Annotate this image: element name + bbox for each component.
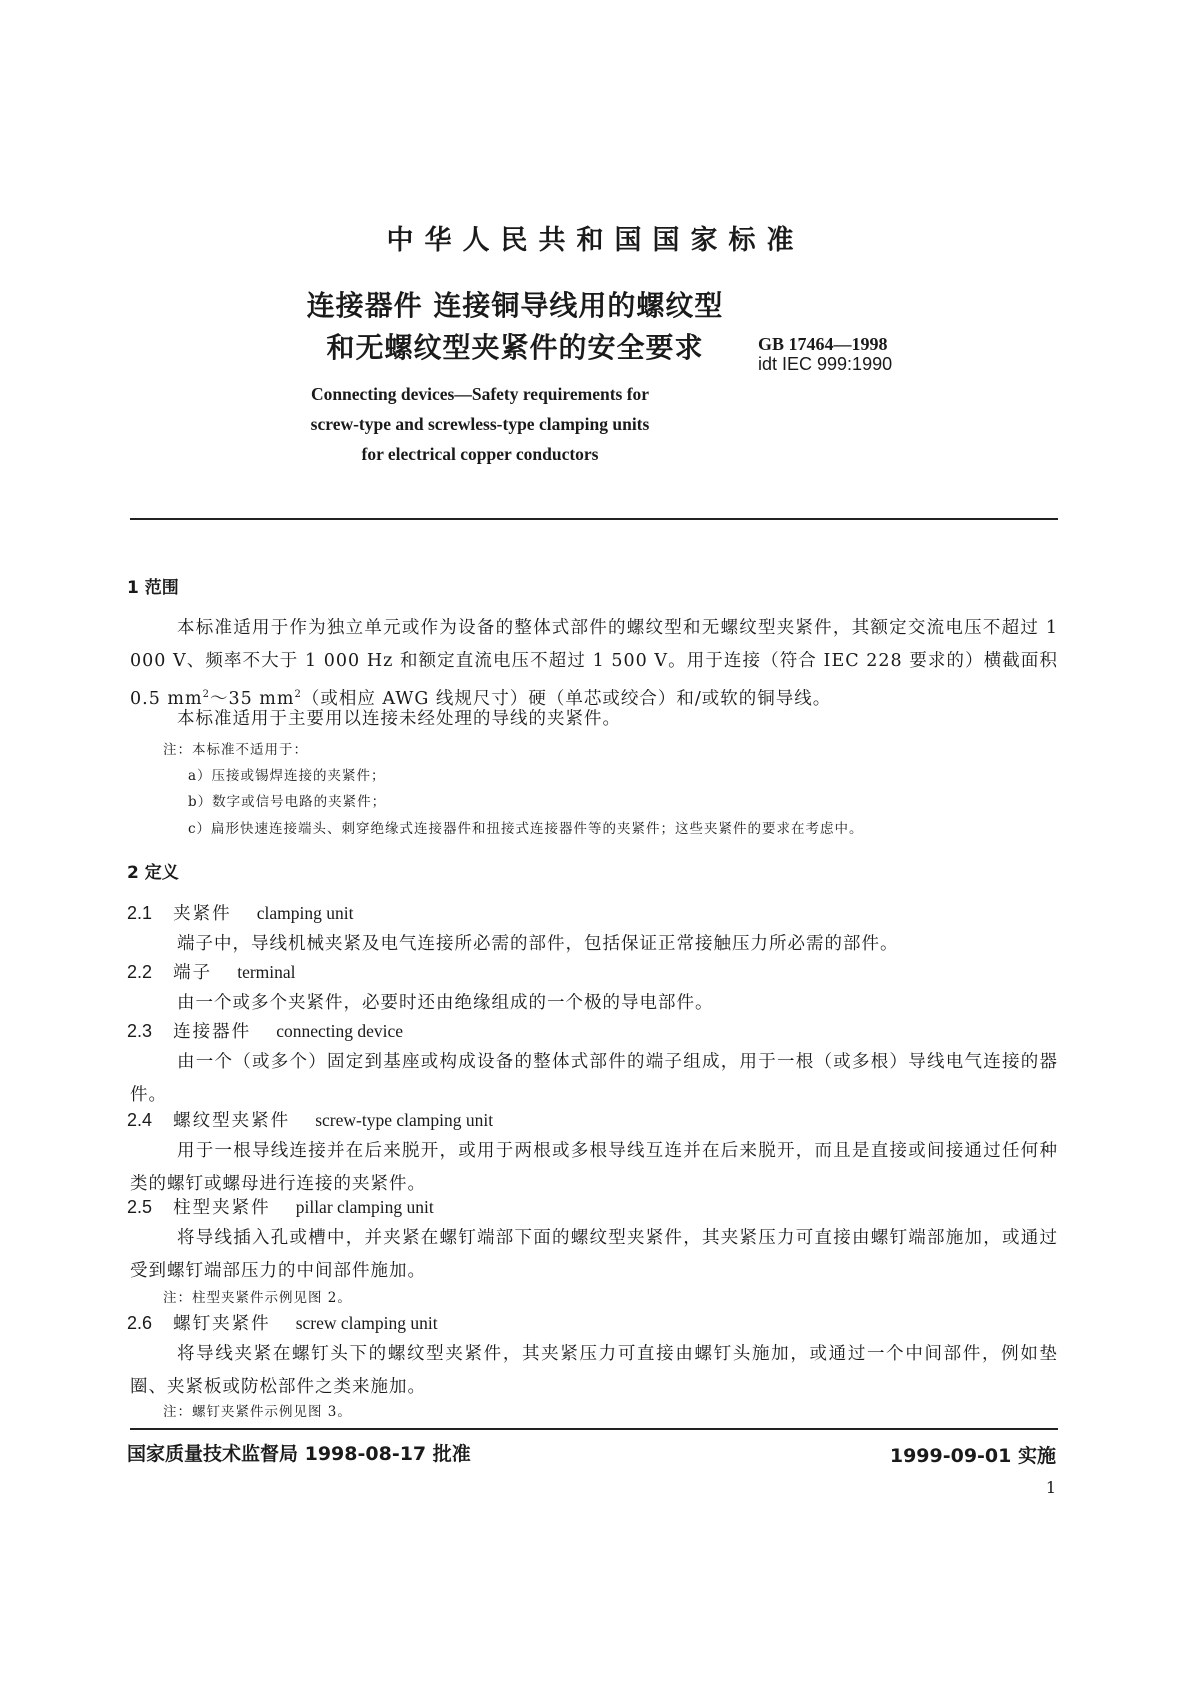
term-2-6-note: 注：螺钉夹紧件示例见图 3。	[163, 1404, 352, 1420]
idt-code: idt IEC 999:1990	[758, 354, 893, 374]
term-en: screw clamping unit	[295, 1313, 438, 1333]
term-number: 2.4	[127, 1110, 153, 1130]
page-number: 1	[1045, 1478, 1056, 1497]
para1-sup1: 2	[202, 689, 210, 700]
term-2-6	[127, 1310, 438, 1335]
gb-code: GB 17464—1998	[758, 334, 888, 354]
standard-code-block	[758, 334, 892, 374]
section1-para1	[130, 612, 1058, 716]
standard-type: 中华人民共和国国家标准	[386, 225, 805, 256]
term-2-5-definition: 将导线插入孔或槽中，并夹紧在螺钉端部下面的螺纹型夹紧件，其夹紧压力可直接由螺钉端部施加，或通过受到螺钉端部压力的中间部件施加。	[130, 1228, 1058, 1281]
term-2-3	[127, 1018, 403, 1043]
header-divider	[130, 518, 1058, 520]
term-number: 2.3	[127, 1021, 153, 1041]
cn-title-line1: 连接器件 连接铜导线用的螺纹型	[306, 289, 724, 322]
para1-text-c: （或相应 AWG 线规尺寸）硬（单芯或绞合）和/或软的铜导线。	[301, 688, 832, 709]
term-2-5	[127, 1194, 434, 1219]
term-en: clamping unit	[256, 903, 354, 923]
term-2-6-definition: 将导线夹紧在螺钉头下的螺纹型夹紧件，其夹紧压力可直接由螺钉头施加，或通过一个中间部件，例如垫圈、夹紧板或防松部件之类来施加。	[130, 1344, 1058, 1397]
term-cn: 螺纹型夹紧件	[173, 1111, 291, 1131]
term-number: 2.5	[127, 1197, 153, 1217]
footer-divider	[130, 1428, 1058, 1430]
term-2-2	[127, 959, 296, 984]
term-number: 2.2	[127, 962, 153, 982]
term-en: terminal	[237, 962, 296, 982]
term-en: screw-type clamping unit	[315, 1110, 494, 1130]
en-title-line2: screw-type and screwless-type clamping units	[310, 414, 650, 434]
section1-heading: 1 范围	[127, 578, 179, 598]
term-cn: 连接器件	[173, 1022, 252, 1042]
approval-statement: 国家质量技术监督局 1998-08-17 批准	[127, 1443, 471, 1465]
en-title-line3: for electrical copper conductors	[361, 444, 599, 464]
standard-code	[758, 334, 892, 354]
term-2-4	[127, 1107, 493, 1132]
term-cn: 夹紧件	[173, 904, 232, 924]
para1-sup2: 2	[294, 689, 302, 700]
section2-heading: 2 定义	[127, 863, 179, 883]
term-en: pillar clamping unit	[295, 1197, 434, 1217]
term-2-2-definition: 由一个或多个夹紧件，必要时还由绝缘组成的一个极的导电部件。	[177, 993, 714, 1013]
term-en: connecting device	[276, 1021, 404, 1041]
para1-text-b: ～35 mm	[209, 688, 295, 709]
term-2-1	[127, 900, 353, 925]
term-2-1-definition: 端子中，导线机械夹紧及电气连接所必需的部件，包括保证正常接触压力所必需的部件。	[177, 934, 899, 954]
term-2-5-note: 注：柱型夹紧件示例见图 2。	[163, 1290, 352, 1306]
term-cn: 端子	[173, 963, 213, 983]
en-title-line1: Connecting devices—Safety requirements for	[310, 384, 650, 404]
para1-text-a: 本标准适用于作为独立单元或作为设备的整体式部件的螺纹型和无螺纹型夹紧件，其额定交流电压不超过 1 000 V、频率不大于 1 000 Hz 和额定直流电压不超过 1 500 V。用于连接（符合 IEC 228 要求的）横截面积 0.5 mm	[130, 618, 1058, 709]
term-2-3-definition: 由一个（或多个）固定到基座或构成设备的整体式部件的端子组成，用于一根（或多根）导线电气连接的器件。	[130, 1052, 1058, 1105]
term-cn: 螺钉夹紧件	[173, 1314, 271, 1334]
section1-note-a: a）压接或锡焊连接的夹紧件；	[188, 768, 386, 784]
term-number: 2.6	[127, 1313, 153, 1333]
section1-para2: 本标准适用于主要用以连接未经处理的导线的夹紧件。	[177, 709, 621, 729]
effective-date: 1999-09-01 实施	[889, 1445, 1056, 1467]
term-cn: 柱型夹紧件	[173, 1198, 271, 1218]
cn-title-line2: 和无螺纹型夹紧件的安全要求	[326, 331, 704, 364]
section1-note-c: c）扁形快速连接端头、刺穿绝缘式连接器件和扭接式连接器件等的夹紧件；这些夹紧件的要求在考虑中。	[188, 821, 864, 837]
section1-note-intro: 注：本标准不适用于：	[163, 742, 308, 758]
term-number: 2.1	[127, 903, 153, 923]
section1-note-b: b）数字或信号电路的夹紧件；	[188, 794, 387, 810]
term-2-4-definition: 用于一根导线连接并在后来脱开，或用于两根或多根导线互连并在后来脱开，而且是直接或间接通过任何种类的螺钉或螺母进行连接的夹紧件。	[130, 1141, 1058, 1194]
